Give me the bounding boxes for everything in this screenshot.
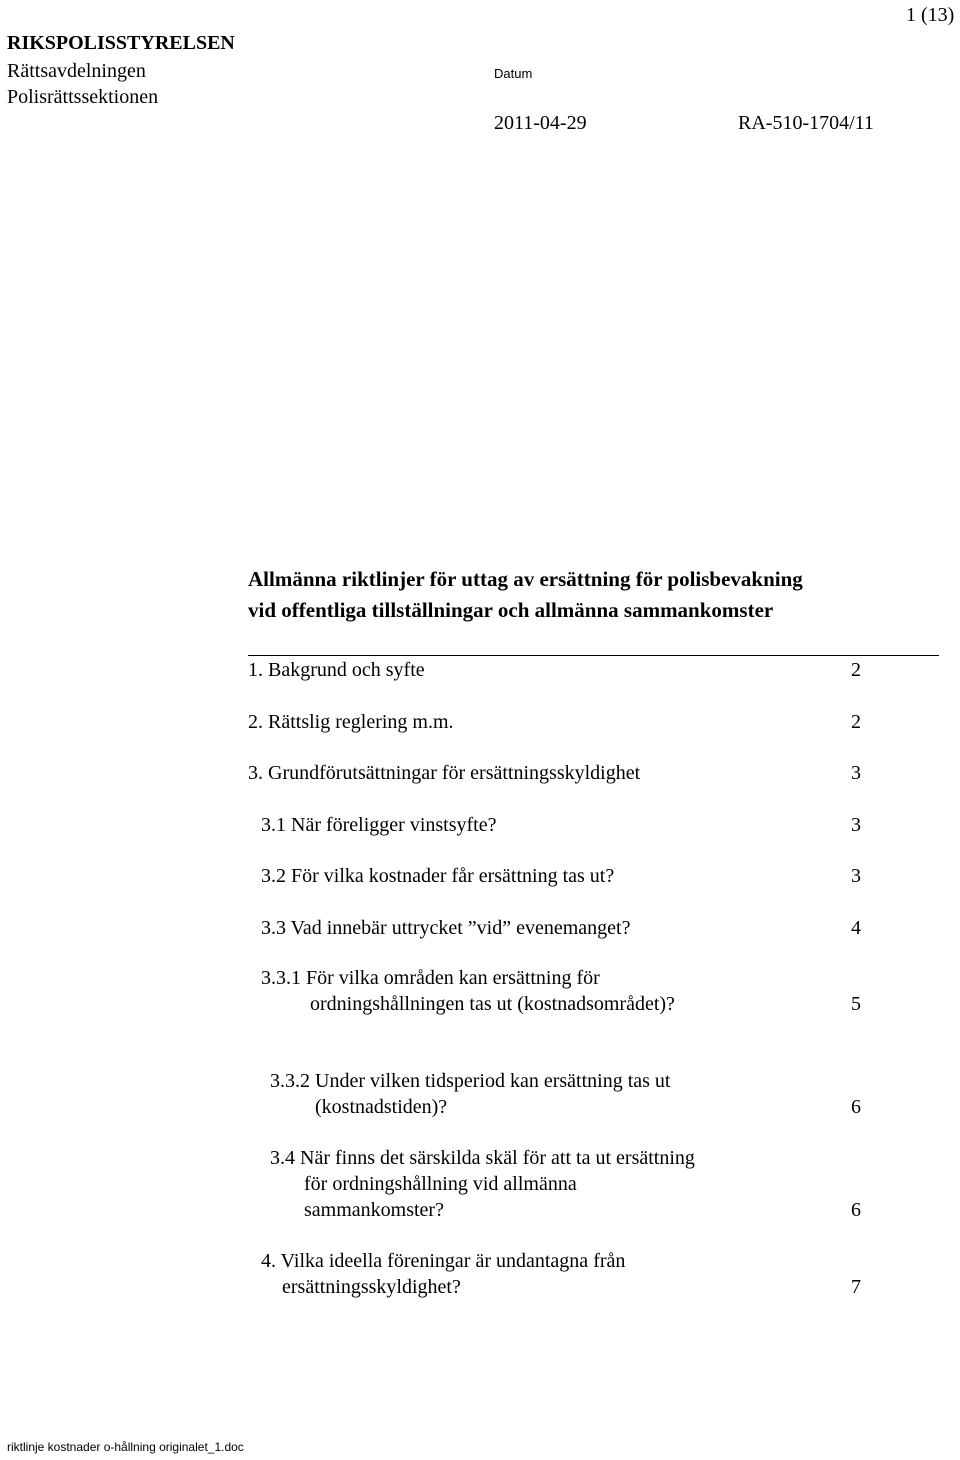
toc-entry-9-text-line-1: 3.4 När finns det särskilda skäl för att ta ut ersättning — [270, 1147, 695, 1169]
toc-entry-3-text: 3. Grundförutsättningar för ersättningsskyldighet — [248, 762, 641, 784]
footer-filename: riktlinje kostnader o-hållning originalet_1.doc — [7, 1440, 244, 1454]
date-label: Datum — [494, 66, 533, 81]
toc-entry-6-text: 3.3 Vad innebär uttrycket ”vid” evenemanget? — [261, 917, 631, 939]
toc-entry-10-text-line-1: 4. Vilka ideella föreningar är undantagna från — [261, 1250, 626, 1272]
toc-entry-8-text-line-1: 3.3.2 Under vilken tidsperiod kan ersättning tas ut — [270, 1070, 671, 1092]
toc-entry-5-page: 3 — [851, 865, 861, 887]
toc-entry-4-page: 3 — [851, 814, 861, 836]
toc-entry-8-text-line-2: (kostnadstiden)? — [315, 1096, 448, 1118]
title-divider — [248, 655, 939, 656]
toc-entry-9-text-line-2: för ordningshållning vid allmänna — [304, 1173, 577, 1195]
toc-entry-7-page: 5 — [851, 993, 861, 1015]
toc-entry-4-text: 3.1 När föreligger vinstsyfte? — [261, 814, 497, 836]
toc-entry-6-page: 4 — [851, 917, 861, 939]
toc-entry-2-text: 2. Rättslig reglering m.m. — [248, 711, 454, 733]
toc-entry-2-page: 2 — [851, 711, 861, 733]
toc-entry-8-page: 6 — [851, 1096, 861, 1118]
toc-entry-7-text-line-2: ordningshållningen tas ut (kostnadsområdet)? — [310, 993, 675, 1015]
toc-entry-9-page: 6 — [851, 1199, 861, 1221]
toc-entry-7-text-line-1: 3.3.1 För vilka områden kan ersättning för — [261, 967, 600, 989]
section-name: Polisrättssektionen — [7, 86, 159, 108]
toc-entry-1-text: 1. Bakgrund och syfte — [248, 659, 425, 681]
document-title-line-1: Allmänna riktlinjer för uttag av ersättning för polisbevakning — [248, 567, 803, 591]
organization-name: RIKSPOLISSTYRELSEN — [7, 32, 235, 54]
toc-entry-3-page: 3 — [851, 762, 861, 784]
reference-number: RA-510-1704/11 — [738, 112, 874, 134]
toc-entry-5-text: 3.2 För vilka kostnader får ersättning tas ut? — [261, 865, 615, 887]
toc-entry-9-text-line-3: sammankomster? — [304, 1199, 444, 1221]
document-title-line-2: vid offentliga tillställningar och allmänna sammankomster — [248, 598, 774, 622]
toc-entry-1-page: 2 — [851, 659, 861, 681]
toc-entry-10-page: 7 — [851, 1276, 861, 1298]
document-date: 2011-04-29 — [494, 112, 587, 134]
page-number: 1 (13) — [906, 4, 955, 26]
toc-entry-10-text-line-2: ersättningsskyldighet? — [282, 1276, 461, 1298]
department-name: Rättsavdelningen — [7, 60, 146, 82]
